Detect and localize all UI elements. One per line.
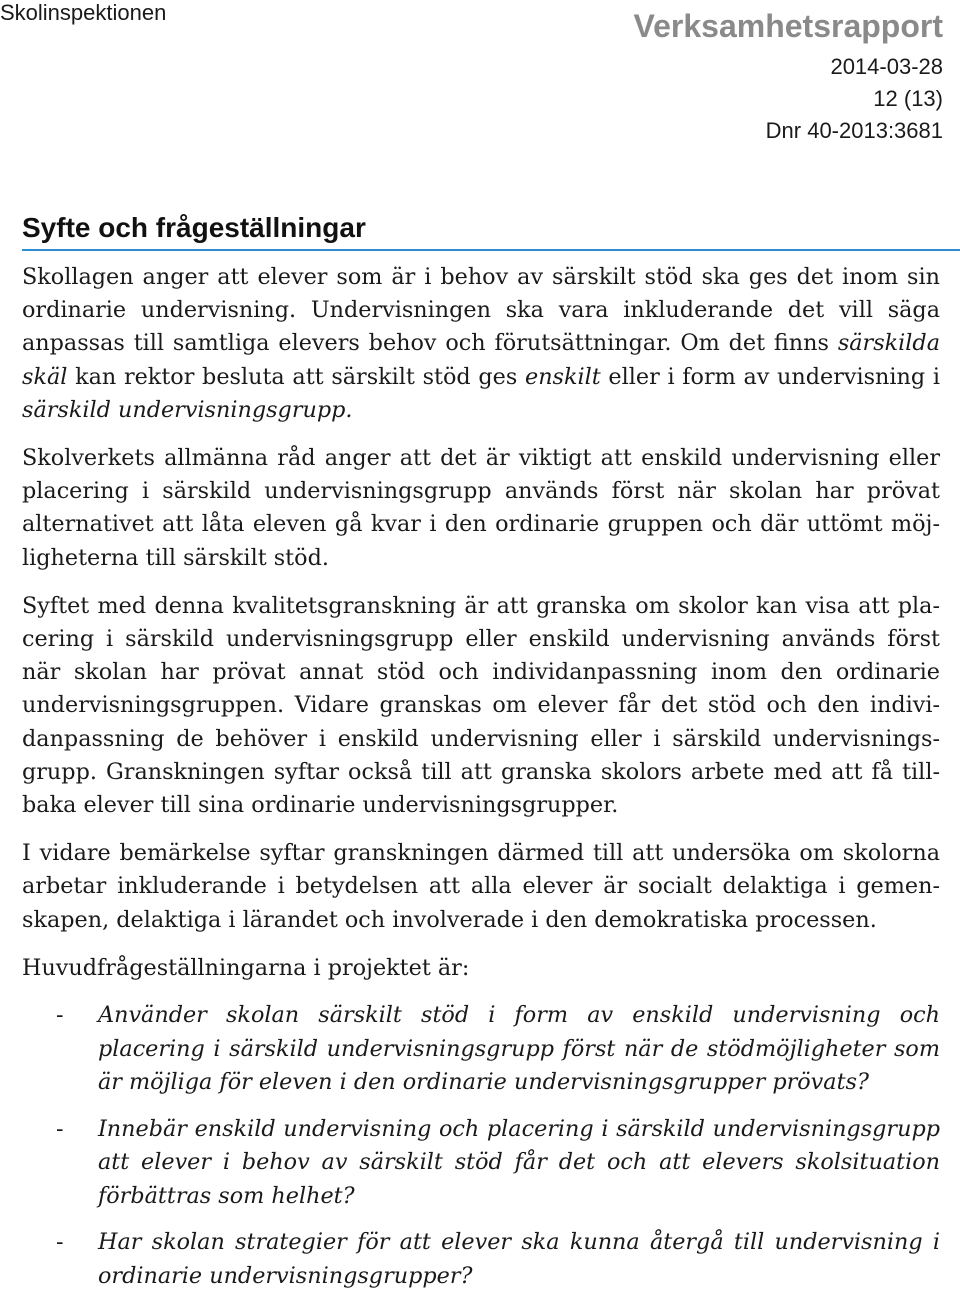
section-title: Syfte och frågeställningar [22, 212, 366, 243]
question-text: Har skolan strategier för att elever ska kunna återgå till undervisning i ordinarie undervisningsgrupper? [98, 1229, 940, 1289]
p1-text-c: kan rektor besluta att särskilt stöd ges [67, 363, 525, 390]
document-type: Verksamhetsrapport [633, 8, 943, 44]
list-item [22, 999, 940, 1100]
list-dash: - [56, 1229, 64, 1256]
p1-italic-b: särskilda skäl [22, 330, 940, 390]
question-text: Använder skolan särskilt stöd i form av enskild undervisning och placering i särskild undervisningsgrupp först när de stödmöjligheter som är möjliga för eleven i den ordinarie undervisningsgrupper prövats? [98, 1002, 940, 1096]
paragraph-5: Huvudfrågeställningarna i projektet är: [22, 954, 470, 981]
agency-name: Skolinspektionen [0, 0, 167, 25]
page-number: 12 (13) [873, 86, 943, 111]
question-text: Innebär enskild undervisning och placering i särskild undervisningsgrupp att elever i behov av särskilt stöd får det och att elevers skolsituation förbättras som helhet? [98, 1115, 940, 1209]
paragraph-4: I vidare bemärkelse syftar granskningen därmed till att undersöka om skolorna arbetar inkluderande i betydelsen att alla elever är socialt delaktiga i gemenskapen, delaktiga i lärandet och involverade i den demokratiska processen. [22, 840, 940, 933]
p1-text-e: eller i form av undervisning i [600, 363, 940, 390]
question-list [22, 999, 940, 1293]
list-item [22, 1113, 940, 1214]
list-dash: - [56, 1002, 64, 1029]
paragraph-1 [22, 261, 940, 427]
body-text [22, 261, 940, 1306]
paragraph-3: Syftet med denna kvalitetsgranskning är att granska om skolor kan visa att placering i särskild undervisningsgrupp eller enskild undervisning används först när skolan har prövat annat stöd och individanpassning inom den ordinarie undervisningsgruppen. Vidare granskas om elever får det stöd och den individanpassning de behöver i enskild undervisning eller i särskild undervisningsgrupp. Granskningen syftar också till att granska skolors arbete med att få tillbaka elever till sina ordinarie undervisningsgrupper. [22, 592, 940, 819]
p1-text-a: Skollagen anger att elever som är i behov av särskilt stöd ska ges det inom sin ordinarie undervisning. Undervisningen ska vara inkluderande det vill säga anpassas till samtliga elevers behov och förutsättningar. Om det finns [22, 264, 940, 357]
list-dash: - [56, 1115, 64, 1142]
heading-rule [22, 249, 960, 251]
document-date: 2014-03-28 [830, 54, 943, 79]
p1-italic-f: särskild undervisningsgrupp. [22, 396, 353, 423]
paragraph-2: Skolverkets allmänna råd anger att det är viktigt att enskild undervisning eller placering i särskild undervisningsgrupp används först när skolan har prövat alternativet att låta eleven gå kvar i den ordinarie gruppen och där uttömt möjligheterna till särskilt stöd. [22, 445, 940, 571]
list-item [22, 1226, 940, 1293]
p1-italic-d: enskilt [525, 363, 601, 390]
diary-number: Dnr 40-2013:3681 [765, 118, 943, 143]
